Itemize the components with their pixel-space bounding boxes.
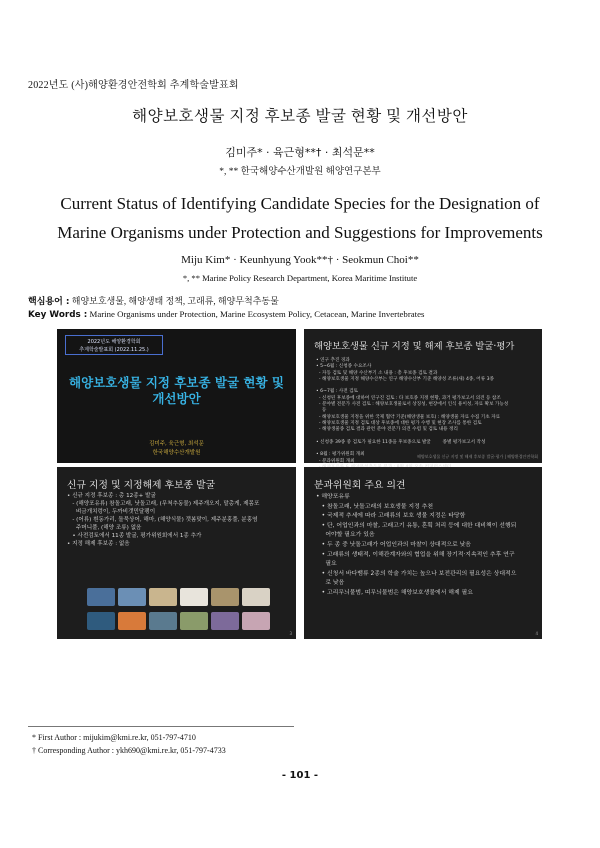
authors-english: Miju Kim* · Keunhyung Yook**† · Seokmun Choi** — [181, 254, 419, 266]
species-photo — [118, 588, 146, 606]
badge-line-1: 2022년도 해양환경학회 — [87, 339, 141, 345]
slide-2-heading: 해양보호생물 신규 지정 및 해제 후보종 발굴·평가 — [314, 341, 515, 352]
authors-korean: 김미주* · 육근형**† · 최석문** — [225, 146, 375, 159]
species-photo — [149, 588, 177, 606]
keywords-korean-text: 해양보호생물, 해양생태 정책, 고래류, 해양무척추동물 — [71, 296, 279, 306]
title-korean: 해양보호생물 지정 후보종 발굴 현황 및 개선방안 — [132, 108, 468, 125]
footnote-corresponding-author: † Corresponding Author : ykh690@kmi.re.kr, 051-797-4733 — [32, 746, 226, 755]
slide-1-title — [57, 329, 296, 463]
title-english-line1: Current Status of Identifying Candidate Species for the Designation of — [60, 194, 540, 213]
keywords-korean — [28, 294, 279, 307]
species-photo — [180, 588, 208, 606]
keywords-english-label: Key Words : — [28, 310, 88, 320]
species-photo — [87, 612, 115, 630]
title-english — [40, 189, 560, 247]
footnote-rule — [28, 726, 294, 727]
slide-3-body: • 신규 지정 후보종 : 총 12종+ 발굴 - (해양포유류) 참돌고래, 낫돌고래, (무척추동물) 제주개오지, 말총게, 제몸포 벼금개치렁이, 두까비갯민달팽이 - (어류) 흰동가리, 돌묵상어, 해마, (해양식물) 갯봄맞이, 제주분홍풀, 분홍염 주머니풀, (해양 조류) 없음 • 사전검토에서 11종 발굴, 평가위원회에서 1종 추가 • 지정 해제 후보종 : 없음 — [67, 493, 260, 547]
page-number: - 101 - — [281, 770, 319, 781]
slide-3-page: 3 — [289, 631, 292, 636]
species-photo — [180, 612, 208, 630]
conference-header: 2022년도 (사)해양환경안전학회 추계학술발표회 — [28, 80, 239, 91]
slide-1-heading-line2: 개선방안 — [152, 391, 201, 406]
species-photo — [87, 588, 115, 606]
species-photo — [242, 612, 270, 630]
affiliation-korean: *, ** 한국해양수산개발원 해양연구본부 — [219, 167, 381, 177]
slide-1-heading — [67, 375, 286, 407]
slide-4-page: 4 — [535, 631, 538, 636]
keywords-korean-label: 핵심용어 : — [28, 297, 70, 307]
slide-1-presenter: 김미주, 육근형, 최석문 — [149, 441, 204, 447]
species-photo — [149, 612, 177, 630]
species-photo-grid — [87, 588, 267, 634]
species-photo — [118, 612, 146, 630]
slide-3-candidates — [57, 467, 296, 639]
keywords-english — [28, 309, 424, 320]
slide-1-conference-badge — [65, 335, 163, 355]
affiliation-english: *, ** Marine Policy Research Department, Korea Maritime Institute — [182, 273, 418, 283]
slide-4-committee-opinions — [304, 467, 542, 639]
species-photo — [242, 588, 270, 606]
species-photo — [211, 588, 239, 606]
slide-4-body: • 해양포유류 • 참돌고래, 낫돌고래의 보호생물 지정 추천 • 국제적 추세에 따라 고래류의 보호 생물 지정은 타당함 • 단, 어업인과의 마찰, 고래고기 유통, 혼획 처리 등에 대한 대비책이 선행되 어야할 필요가 있음 • 두 종 중 낫돌고래가 어업인과의 마찰이 상대적으로 낮음 • 고래류의 생태적, 이해관계자와의 협업을 위해 장기적·지속적인 추후 연구 필요 • 신청서 바다뱀류 2종의 학술 가치는 높으나 보전관리의 필요성은 상대적으 로 낮음 • 고리무늬물범, 띠무늬물범은 해양보호생물에서 해제 필요 — [316, 494, 517, 596]
slide-2-footer: 해양보호생물 신규 지정 및 해제 후보종 발굴·평가 | 해양환경안전학회 — [417, 454, 538, 459]
slide-3-heading: 신규 지정 및 지정해제 후보종 발굴 — [67, 480, 216, 491]
title-english-line2: Marine Organisms under Protection and Suggestions for Improvements — [57, 223, 543, 242]
slide-2-body: • 연구 추진 경과 • 5~6월 : 신청종 수요조사 - 자동 검토 및 해양 수산부기 소 내용 : 총 후보종 검토 결과 - 해양보호생물 지정 해양수산부는 연구 해양수산부 기준 해양성 조류(새) 4종, 어류 3종 • 6~7월 : 사전 검토 - 신청된 후보종에 대하여 연구진 검토 : 타 보호종 지정 현황, 과거 평가보고서 의견 등 참조 - 분야별 전문가 사전 검토 : 해양보호생물로서 상징성, 현장에서 인식 용이성, 자료 확보 가능성 등 - 해양보호생물 지정을 위한 국제 협약 기준(해양생물 보호) : 해양생물 자료 수집 기초 자료 - 해양보호생물 지정 검토 대상 후보종에 대한 평가 수행 및 현장 조사를 통한 검토 - 해양생물종 검토 결과 관련 분야 전문가 의견 수렴 및 검토 내용 정리 • 신청종 39종 중 검토가 필요한 11종을 후보종으로 발굴 종별 평가보고서 작성 • 8월 : 평가위원회 개최 - 분과위원회 개최 — [316, 358, 509, 464]
slide-4-heading: 분과위원회 주요 의견 — [314, 480, 406, 491]
slide-1-heading-line1: 해양보호생물 지정 후보종 발굴 현황 및 — [69, 375, 284, 390]
keywords-english-text: Marine Organisms under Protection, Marine Ecosystem Policy, Cetacean, Marine Invertebrates — [89, 309, 425, 319]
badge-line-2: 추계학술발표회 (2022.11.25.) — [79, 347, 149, 353]
species-photo — [211, 612, 239, 630]
footnote-first-author: * First Author : mijukim@kmi.re.kr, 051-797-4710 — [32, 733, 196, 742]
slide-2-process — [304, 329, 542, 463]
slide-1-org: 한국해양수산개발원 — [152, 450, 201, 456]
